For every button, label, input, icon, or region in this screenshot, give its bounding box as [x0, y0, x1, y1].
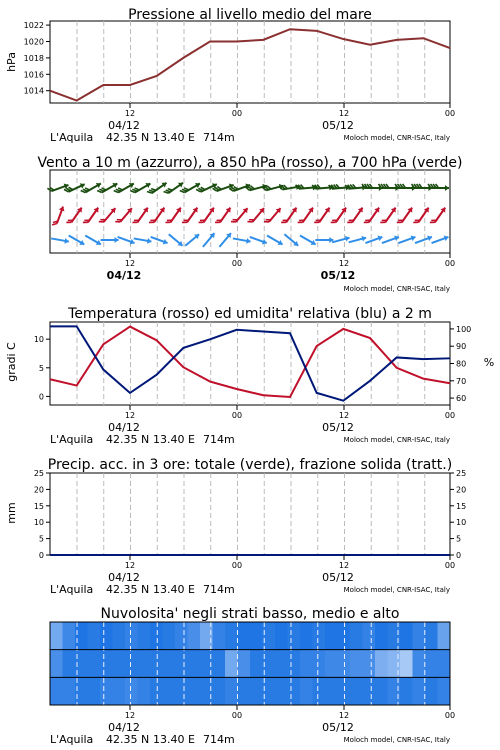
cloud-cell	[413, 622, 426, 650]
cloud-cell	[288, 677, 301, 705]
cloud-cell	[375, 622, 388, 650]
cloud-cell	[288, 622, 301, 650]
wind-arrow	[151, 237, 168, 245]
date-label: 05/12	[320, 269, 356, 282]
cloud-cell	[100, 650, 113, 678]
date-label: 04/12	[108, 571, 140, 584]
wind-arrow	[199, 208, 214, 223]
y-tick-label: 1014	[23, 86, 44, 96]
wind-arrow	[115, 208, 132, 222]
date-label: 05/12	[322, 421, 354, 434]
wind-arrow	[430, 208, 445, 223]
wind-barb	[52, 223, 57, 224]
cloud-cell	[225, 622, 238, 650]
x-tick-label: 00	[444, 711, 456, 720]
wind-arrow	[247, 208, 264, 222]
y-tick-label: 0	[38, 392, 44, 402]
temperature-ylabel: gradi C	[5, 342, 18, 382]
cloud-cell	[325, 677, 338, 705]
cloud-cell	[363, 650, 376, 678]
model-credit: Moloch model, CNR-ISAC, Italy	[343, 436, 450, 444]
cloud-cell	[213, 622, 226, 650]
x-tick-label: 12	[124, 411, 136, 420]
cloud-cell	[150, 677, 163, 705]
cloud-cell	[313, 650, 326, 678]
cloud-cell	[288, 650, 301, 678]
y-tick-label: 1016	[23, 70, 44, 80]
cloud-cell	[138, 622, 151, 650]
y-tick-label: 5	[38, 534, 44, 544]
wind-arrow	[364, 208, 379, 223]
cloud-cell	[350, 677, 363, 705]
wind-arrow	[132, 208, 147, 223]
cloud-cell	[63, 622, 76, 650]
model-credit: Moloch model, CNR-ISAC, Italy	[343, 285, 450, 293]
y-tick-label: 10	[33, 335, 44, 345]
cloud-cell	[88, 677, 101, 705]
humidity-line	[50, 326, 450, 400]
y-right-tick-label: 15	[456, 501, 467, 511]
location-lon: 13.40 E	[153, 583, 195, 596]
cloud-cell	[88, 650, 101, 678]
wind-arrow	[314, 208, 329, 223]
date-label: 04/12	[108, 721, 140, 734]
y-tick-label: 15	[33, 501, 44, 511]
cloud-cell	[163, 622, 176, 650]
cloud-cell	[113, 677, 126, 705]
date-label: 05/12	[322, 119, 354, 132]
cloud-cell	[425, 650, 438, 678]
cloud-cell	[438, 650, 451, 678]
cloud-cell	[238, 650, 251, 678]
wind-arrow	[349, 236, 366, 242]
wind-arrow	[398, 236, 415, 244]
cloud-cell	[325, 650, 338, 678]
date-label: 04/12	[108, 421, 140, 434]
cloud-cell	[188, 650, 201, 678]
wind-arrow	[164, 183, 183, 193]
wind-arrow	[85, 236, 101, 246]
y-right-tick-label: 60	[456, 394, 467, 404]
cloud-cell	[100, 677, 113, 705]
precip-ylabel: mm	[5, 502, 18, 524]
wind-arrow	[415, 236, 432, 244]
cloud-cell	[425, 622, 438, 650]
cloud-cell	[50, 622, 63, 650]
wind-arrow	[165, 208, 180, 223]
wind-arrow	[365, 236, 382, 244]
cloud-cell	[225, 677, 238, 705]
wind-arrow	[169, 234, 183, 246]
wind-arrow	[347, 208, 362, 223]
cloud-cell	[275, 677, 288, 705]
y-right-tick-label: 20	[456, 485, 467, 495]
temperature-line	[50, 327, 450, 397]
wind-arrow	[413, 208, 428, 223]
x-tick-label: 12	[124, 561, 136, 570]
cloud-cell	[250, 677, 263, 705]
cloud-cell	[438, 677, 451, 705]
wind-arrow	[397, 208, 412, 223]
date-label: 05/12	[322, 721, 354, 734]
cloud-cell	[238, 622, 251, 650]
cloud-title: Nuvolosita' negli strati basso, medio e alto	[100, 606, 400, 622]
wind-arrow	[185, 234, 199, 246]
x-tick-label: 00	[444, 561, 456, 570]
cloud-cell	[363, 622, 376, 650]
cloud-cell	[125, 622, 138, 650]
wind-barb	[149, 190, 154, 192]
wind-arrow	[331, 208, 346, 223]
wind-arrow	[300, 236, 316, 246]
x-tick-label: 00	[231, 561, 243, 570]
cloud-cell	[88, 622, 101, 650]
x-tick-label: 12	[338, 411, 350, 420]
cloud-cell	[300, 677, 313, 705]
y-right-tick-label: 25	[456, 469, 467, 478]
location-lat: 42.35 N	[106, 583, 150, 596]
x-tick-label: 00	[231, 411, 243, 420]
y-tick-label: 5	[38, 363, 44, 373]
cloud-cell	[438, 622, 451, 650]
cloud-cell	[250, 650, 263, 678]
y-right-tick-label: 70	[456, 376, 467, 386]
cloud-cell	[338, 650, 351, 678]
wind-arrow	[149, 208, 164, 223]
pressure-ylabel: hPa	[5, 52, 18, 72]
location-alt: 714m	[203, 583, 235, 596]
wind-arrow	[52, 207, 64, 225]
wind-arrow	[432, 236, 449, 244]
cloud-cell	[375, 677, 388, 705]
wind-arrow	[215, 208, 230, 223]
precip-panel	[5, 457, 466, 596]
cloud-cell	[175, 677, 188, 705]
cloud-cell	[63, 677, 76, 705]
cloud-cell	[163, 650, 176, 678]
y-right-tick-label: 80	[456, 359, 467, 369]
wind-arrow	[83, 208, 98, 223]
wind-arrow	[281, 208, 296, 223]
cloud-cell	[300, 650, 313, 678]
location-name: L'Aquila	[50, 583, 94, 596]
x-tick-label: 00	[444, 411, 456, 420]
location-lat: 42.35 N	[106, 131, 150, 144]
cloud-cell	[363, 677, 376, 705]
cloud-cell	[400, 622, 413, 650]
location-name: L'Aquila	[50, 733, 94, 746]
cloud-cell	[113, 622, 126, 650]
cloud-cell	[163, 677, 176, 705]
wind-panel	[37, 155, 462, 293]
cloud-cell	[150, 622, 163, 650]
cloud-cell	[338, 677, 351, 705]
location-name: L'Aquila	[50, 433, 94, 446]
location-lat: 42.35 N	[106, 733, 150, 746]
pressure-title: Pressione al livello medio del mare	[128, 7, 372, 23]
temperature-title: Temperatura (rosso) ed umidita' relativa (blu) a 2 m	[68, 306, 432, 322]
cloud-cell	[175, 650, 188, 678]
location-name: L'Aquila	[50, 131, 94, 144]
x-tick-label: 12	[124, 259, 136, 268]
y-right-tick-label: 10	[456, 518, 467, 528]
wind-barb	[147, 192, 152, 194]
y-right-tick-label: 5	[456, 534, 462, 544]
cloud-cell	[250, 622, 263, 650]
location-lat: 42.35 N	[106, 433, 150, 446]
date-label: 04/12	[106, 269, 142, 282]
cloud-cell	[413, 650, 426, 678]
x-tick-label: 12	[338, 711, 350, 720]
cloud-cell	[138, 677, 151, 705]
cloud-cell	[188, 622, 201, 650]
x-tick-label: 00	[231, 109, 243, 118]
y-tick-label: 25	[33, 469, 44, 478]
x-tick-label: 12	[338, 109, 350, 118]
wind-arrow	[428, 184, 449, 191]
wind-arrow	[332, 236, 349, 242]
cloud-cell	[188, 677, 201, 705]
y-tick-label: 1022	[23, 21, 44, 31]
cloud-cell	[338, 622, 351, 650]
humidity-ylabel: %	[483, 356, 495, 369]
cloud-cell	[125, 677, 138, 705]
pressure-line	[50, 29, 450, 100]
cloud-cell	[375, 650, 388, 678]
temperature-panel	[5, 306, 494, 446]
x-tick-label: 12	[124, 711, 136, 720]
model-credit: Moloch model, CNR-ISAC, Italy	[343, 586, 450, 594]
cloud-cell	[100, 622, 113, 650]
wind-arrow	[233, 238, 251, 244]
location-lon: 13.40 E	[153, 433, 195, 446]
wind-arrow-head	[445, 185, 449, 191]
wind-arrow	[118, 237, 135, 245]
wind-title: Vento a 10 m (azzurro), a 850 hPa (rosso), a 700 hPa (verde)	[37, 155, 463, 171]
wind-arrow	[264, 208, 281, 222]
cloud-cell	[275, 622, 288, 650]
y-right-tick-label: 0	[456, 551, 462, 560]
cloud-cell	[325, 622, 338, 650]
wind-arrow	[382, 236, 399, 244]
location-alt: 714m	[203, 131, 235, 144]
date-label: 04/12	[108, 119, 140, 132]
cloud-cell	[350, 622, 363, 650]
cloud-cell	[313, 677, 326, 705]
wind-arrow	[134, 238, 152, 244]
cloud-cell	[350, 650, 363, 678]
pressure-panel	[5, 7, 455, 144]
x-tick-label: 00	[444, 109, 456, 118]
cloud-cell	[300, 622, 313, 650]
wind-arrow	[380, 208, 395, 223]
cloud-cell	[138, 650, 151, 678]
location-alt: 714m	[203, 433, 235, 446]
wind-arrow	[182, 208, 197, 223]
location-lon: 13.40 E	[153, 733, 195, 746]
cloud-cell	[313, 622, 326, 650]
wind-barb	[166, 190, 171, 192]
y-tick-label: 20	[33, 485, 44, 495]
x-tick-label: 00	[231, 711, 243, 720]
wind-arrow	[298, 208, 313, 223]
x-tick-label: 12	[338, 259, 350, 268]
cloud-cell	[50, 650, 63, 678]
x-tick-label: 00	[444, 259, 456, 268]
y-tick-label: 10	[33, 518, 44, 528]
wind-arrow	[231, 208, 248, 222]
x-tick-label: 12	[338, 561, 350, 570]
wind-arrow	[219, 233, 231, 247]
wind-barb	[151, 189, 156, 191]
location-alt: 714m	[203, 733, 235, 746]
cloud-panel	[50, 606, 455, 746]
cloud-cell	[238, 677, 251, 705]
cloud-cell	[275, 650, 288, 678]
wind-arrow	[99, 208, 116, 222]
y-tick-label: 1018	[23, 53, 44, 63]
cloud-cell	[150, 650, 163, 678]
precip-frame	[50, 473, 450, 555]
wind-arrow	[203, 233, 215, 247]
y-tick-label: 1020	[23, 37, 44, 47]
precip-title: Precip. acc. in 3 ore: totale (verde), frazione solida (tratt.)	[47, 457, 453, 473]
cloud-cell	[175, 622, 188, 650]
wind-barb	[164, 192, 169, 194]
model-credit: Moloch model, CNR-ISAC, Italy	[343, 736, 450, 744]
cloud-cell	[225, 650, 238, 678]
cloud-cell	[400, 677, 413, 705]
pressure-frame	[50, 21, 450, 103]
location-lon: 13.40 E	[153, 131, 195, 144]
cloud-cell	[113, 650, 126, 678]
cloud-cell	[413, 677, 426, 705]
cloud-cell	[125, 650, 138, 678]
model-credit: Moloch model, CNR-ISAC, Italy	[343, 134, 450, 142]
y-right-tick-label: 100	[456, 324, 472, 334]
wind-arrow	[51, 238, 69, 244]
cloud-cell	[213, 650, 226, 678]
x-tick-label: 12	[124, 109, 136, 118]
wind-arrow	[180, 183, 200, 193]
cloud-cell	[50, 677, 63, 705]
y-right-tick-label: 90	[456, 342, 467, 352]
cloud-cell	[400, 650, 413, 678]
date-label: 05/12	[322, 571, 354, 584]
wind-barb	[168, 189, 173, 191]
cloud-cell	[213, 677, 226, 705]
wind-arrow	[66, 208, 81, 223]
wind-arrow	[267, 236, 283, 246]
x-tick-label: 00	[231, 259, 243, 268]
y-tick-label: 0	[38, 551, 44, 560]
cloud-cell	[63, 650, 76, 678]
cloud-cell	[425, 677, 438, 705]
